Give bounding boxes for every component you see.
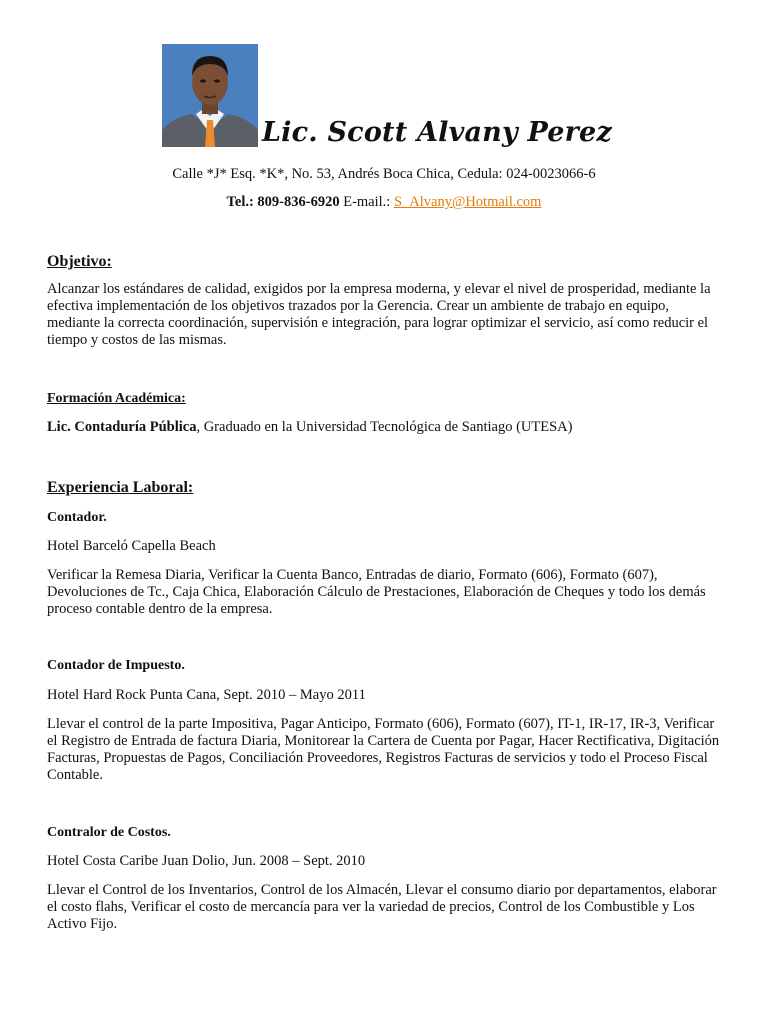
candidate-name: Lic. Scott Alvany Perez (262, 117, 612, 148)
job-title: Contralor de Costos. (47, 825, 171, 840)
education-entry (47, 419, 722, 436)
phone-number: Tel.: 809-836-6920 (226, 194, 340, 210)
objective-text: Alcanzar los estándares de calidad, exigidos por la empresa moderna, y elevar el nivel de prosperidad, mediante la efectiva implementación de los objetivos trazados por la Gerencia. Crear un ambiente de trabajo en equipo, mediante la correcta coordinación, supervisión e integración, para lograr optimizar el servicio, así como reducir el tiempo y costos de las mismas. (47, 281, 711, 348)
contact-line (0, 194, 768, 211)
degree-name: Lic. Contaduría Pública (47, 419, 197, 435)
job-place: Hotel Barceló Capella Beach (47, 538, 216, 554)
degree-detail: , Graduado en la Universidad Tecnológica de Santiago (UTESA) (196, 419, 573, 435)
profile-photo (162, 44, 258, 147)
job-description: Verificar la Remesa Diaria, Verificar la Cuenta Banco, Entradas de diario, Formato (606), Formato (607), Devoluciones de Tc., Caja Chica, Elaboración Cálculo de Prestaciones, Elaboración de Cheques y todo los demás proceso contable dentro de la empresa. (47, 567, 706, 617)
education-heading: Formación Académica: (47, 391, 186, 406)
job-description: Llevar el control de la parte Impositiva, Pagar Anticipo, Formato (606), Formato (607), IT-1, IR-17, IR-3, Verificar el Registro de Entrada de factura Diaria, Monitorear la Cartera de Cuenta por Pagar, Hacer Rectificativa, Digitación Facturas, Propuestas de Pagos, Conciliación Proveedores, Registros Facturas de servicios y todo el Proceso Fiscal Contable. (47, 716, 720, 783)
job-place: Hotel Hard Rock Punta Cana, Sept. 2010 – Mayo 2011 (47, 687, 366, 703)
job-title: Contador de Impuesto. (47, 658, 185, 673)
objective-heading: Objetivo: (47, 253, 112, 270)
job-title: Contador. (47, 510, 107, 525)
email-link[interactable]: S_Alvany@Hotmail.com (393, 194, 542, 210)
email-label: E-mail.: (343, 194, 391, 210)
address-line: Calle *J* Esq. *K*, No. 53, Andrés Boca Chica, Cedula: 024-0023066-6 (172, 166, 596, 182)
job-description: Llevar el Control de los Inventarios, Control de los Almacén, Llevar el consumo diario por departamentos, elaborar el costo flahs, Verificar el costo de mercancía para ver la variedad de precios, Control de los Combustible y Los Activo Fijo. (47, 882, 717, 932)
job-place: Hotel Costa Caribe Juan Dolio, Jun. 2008 – Sept. 2010 (47, 853, 366, 869)
experience-heading: Experiencia Laboral: (47, 479, 194, 496)
